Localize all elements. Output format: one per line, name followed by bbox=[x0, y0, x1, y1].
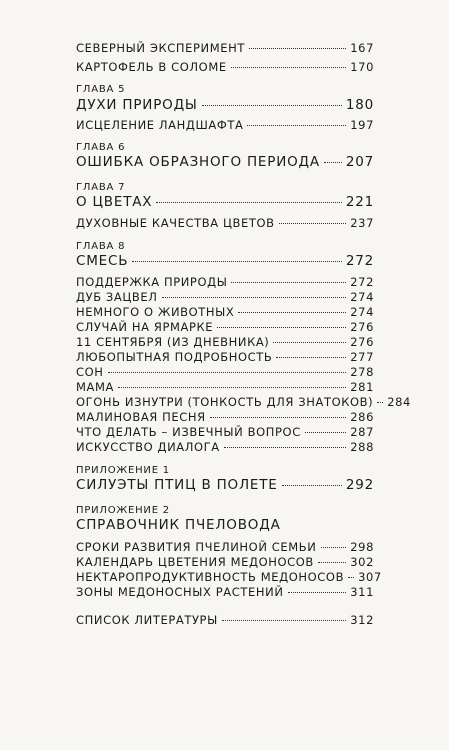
entry-title: 11 СЕНТЯБРЯ (ИЗ ДНЕВНИКА) bbox=[76, 335, 270, 349]
entry-page: 288 bbox=[350, 440, 374, 454]
dot-leader bbox=[324, 162, 342, 163]
entry-page: 298 bbox=[350, 540, 374, 554]
entry-page: 170 bbox=[350, 60, 374, 74]
dot-leader bbox=[318, 562, 346, 563]
dot-leader bbox=[162, 297, 347, 298]
dot-leader bbox=[279, 223, 347, 224]
entry-page: 276 bbox=[350, 320, 374, 334]
entry-page: 292 bbox=[345, 477, 374, 493]
toc-entry[interactable] bbox=[76, 585, 374, 599]
dot-leader bbox=[222, 620, 346, 621]
dot-leader bbox=[249, 48, 346, 49]
chapter-label: ГЛАВА 6 bbox=[76, 142, 126, 153]
entry-title: НЕМНОГО О ЖИВОТНЫХ bbox=[76, 305, 235, 319]
chapter-label: ПРИЛОЖЕНИЕ 2 bbox=[76, 505, 170, 516]
entry-title: КАЛЕНДАРЬ ЦВЕТЕНИЯ МЕДОНОСОВ bbox=[76, 555, 314, 569]
toc-entry[interactable] bbox=[76, 365, 374, 379]
entry-title: СИЛУЭТЫ ПТИЦ В ПОЛЕТЕ bbox=[76, 477, 278, 493]
toc-entry[interactable] bbox=[76, 380, 374, 394]
dot-leader bbox=[273, 342, 346, 343]
dot-leader bbox=[202, 105, 342, 106]
dot-leader bbox=[210, 417, 347, 418]
toc-entry[interactable] bbox=[76, 290, 374, 304]
toc-entry[interactable] bbox=[76, 253, 374, 269]
toc-entry[interactable] bbox=[76, 410, 374, 424]
entry-page: 197 bbox=[350, 118, 374, 132]
dot-leader bbox=[156, 202, 342, 203]
entry-title: СПИСОК ЛИТЕРАТУРЫ bbox=[76, 613, 218, 627]
toc-entry[interactable] bbox=[76, 118, 374, 132]
entry-page: 312 bbox=[350, 613, 374, 627]
entry-title: СПРАВОЧНИК ПЧЕЛОВОДА bbox=[76, 517, 281, 533]
entry-title: ИСКУССТВО ДИАЛОГА bbox=[76, 440, 220, 454]
dot-leader bbox=[108, 372, 347, 373]
entry-page: 276 bbox=[350, 335, 374, 349]
entry-page: 167 bbox=[350, 41, 374, 55]
toc-entry[interactable] bbox=[76, 320, 374, 334]
dot-leader bbox=[377, 402, 383, 403]
entry-title: ЛЮБОПЫТНАЯ ПОДРОБНОСТЬ bbox=[76, 350, 273, 364]
entry-page: 287 bbox=[350, 425, 374, 439]
entry-title: ОГОНЬ ИЗНУТРИ (ТОНКОСТЬ ДЛЯ ЗНАТОКОВ) bbox=[76, 395, 374, 409]
toc-entry[interactable] bbox=[76, 395, 411, 409]
chapter-label: ГЛАВА 5 bbox=[76, 84, 126, 95]
entry-title: ИСЦЕЛЕНИЕ ЛАНДШАФТА bbox=[76, 118, 244, 132]
entry-page: 307 bbox=[358, 570, 382, 584]
entry-page: 311 bbox=[350, 585, 374, 599]
entry-title: ДУХОВНЫЕ КАЧЕСТВА ЦВЕТОВ bbox=[76, 216, 275, 230]
toc-entry[interactable] bbox=[76, 440, 374, 454]
dot-leader bbox=[288, 592, 347, 593]
entry-page: 284 bbox=[387, 395, 411, 409]
toc-entry[interactable] bbox=[76, 425, 374, 439]
entry-title: НЕКТАРОПРОДУКТИВНОСТЬ МЕДОНОСОВ bbox=[76, 570, 345, 584]
dot-leader bbox=[224, 447, 347, 448]
entry-page: 274 bbox=[350, 290, 374, 304]
toc-entry[interactable] bbox=[76, 216, 374, 230]
toc-entry[interactable] bbox=[76, 335, 374, 349]
entry-title: СМЕСЬ bbox=[76, 253, 129, 269]
entry-page: 221 bbox=[345, 194, 374, 210]
chapter-label: ПРИЛОЖЕНИЕ 1 bbox=[76, 465, 170, 476]
dot-leader bbox=[118, 387, 346, 388]
chapter-label: ГЛАВА 7 bbox=[76, 182, 126, 193]
dot-leader bbox=[231, 67, 347, 68]
dot-leader bbox=[276, 357, 346, 358]
entry-page: 286 bbox=[350, 410, 374, 424]
chapter-label: ГЛАВА 8 bbox=[76, 241, 126, 252]
entry-title: ДУХИ ПРИРОДЫ bbox=[76, 97, 198, 113]
dot-leader bbox=[321, 547, 347, 548]
entry-page: 237 bbox=[350, 216, 374, 230]
entry-page: 278 bbox=[350, 365, 374, 379]
entry-title: ОШИБКА ОБРАЗНОГО ПЕРИОДА bbox=[76, 154, 320, 170]
toc-entry[interactable] bbox=[76, 154, 374, 170]
entry-title: ДУБ ЗАЦВЕЛ bbox=[76, 290, 158, 304]
dot-leader bbox=[132, 261, 342, 262]
entry-title: СРОКИ РАЗВИТИЯ ПЧЕЛИНОЙ СЕМЬИ bbox=[76, 540, 317, 554]
toc-entry[interactable] bbox=[76, 540, 374, 554]
entry-title: СЕВЕРНЫЙ ЭКСПЕРИМЕНТ bbox=[76, 41, 245, 55]
dot-leader bbox=[217, 327, 346, 328]
entry-title: СЛУЧАЙ НА ЯРМАРКЕ bbox=[76, 320, 214, 334]
entry-title: МАЛИНОВАЯ ПЕСНЯ bbox=[76, 410, 206, 424]
toc-entry[interactable] bbox=[76, 613, 374, 627]
entry-title: СОН bbox=[76, 365, 104, 379]
dot-leader bbox=[231, 282, 346, 283]
dot-leader bbox=[238, 312, 346, 313]
dot-leader bbox=[247, 125, 346, 126]
toc-entry[interactable] bbox=[76, 97, 374, 113]
entry-page: 180 bbox=[345, 97, 374, 113]
entry-page: 302 bbox=[350, 555, 374, 569]
dot-leader bbox=[282, 485, 342, 486]
dot-leader bbox=[348, 577, 354, 578]
dot-leader bbox=[305, 432, 346, 433]
toc-entry[interactable] bbox=[76, 555, 374, 569]
toc-entry[interactable] bbox=[76, 60, 374, 74]
entry-page: 272 bbox=[350, 275, 374, 289]
entry-title: КАРТОФЕЛЬ В СОЛОМЕ bbox=[76, 60, 227, 74]
entry-page: 277 bbox=[350, 350, 374, 364]
entry-page: 207 bbox=[345, 154, 374, 170]
toc-entry[interactable] bbox=[76, 517, 281, 533]
toc-entry[interactable] bbox=[76, 275, 374, 289]
entry-page: 272 bbox=[345, 253, 374, 269]
toc-entry[interactable] bbox=[76, 305, 374, 319]
entry-page: 281 bbox=[350, 380, 374, 394]
toc-entry[interactable] bbox=[76, 477, 374, 493]
entry-title: МАМА bbox=[76, 380, 114, 394]
toc-entry[interactable] bbox=[76, 570, 382, 584]
entry-title: О ЦВЕТАХ bbox=[76, 194, 153, 210]
entry-title: ЧТО ДЕЛАТЬ – ИЗВЕЧНЫЙ ВОПРОС bbox=[76, 425, 301, 439]
entry-page: 274 bbox=[350, 305, 374, 319]
toc-entry[interactable] bbox=[76, 194, 374, 210]
entry-title: ПОДДЕРЖКА ПРИРОДЫ bbox=[76, 275, 228, 289]
entry-title: ЗОНЫ МЕДОНОСНЫХ РАСТЕНИЙ bbox=[76, 585, 284, 599]
toc-entry[interactable] bbox=[76, 350, 374, 364]
toc-entry[interactable] bbox=[76, 41, 374, 55]
